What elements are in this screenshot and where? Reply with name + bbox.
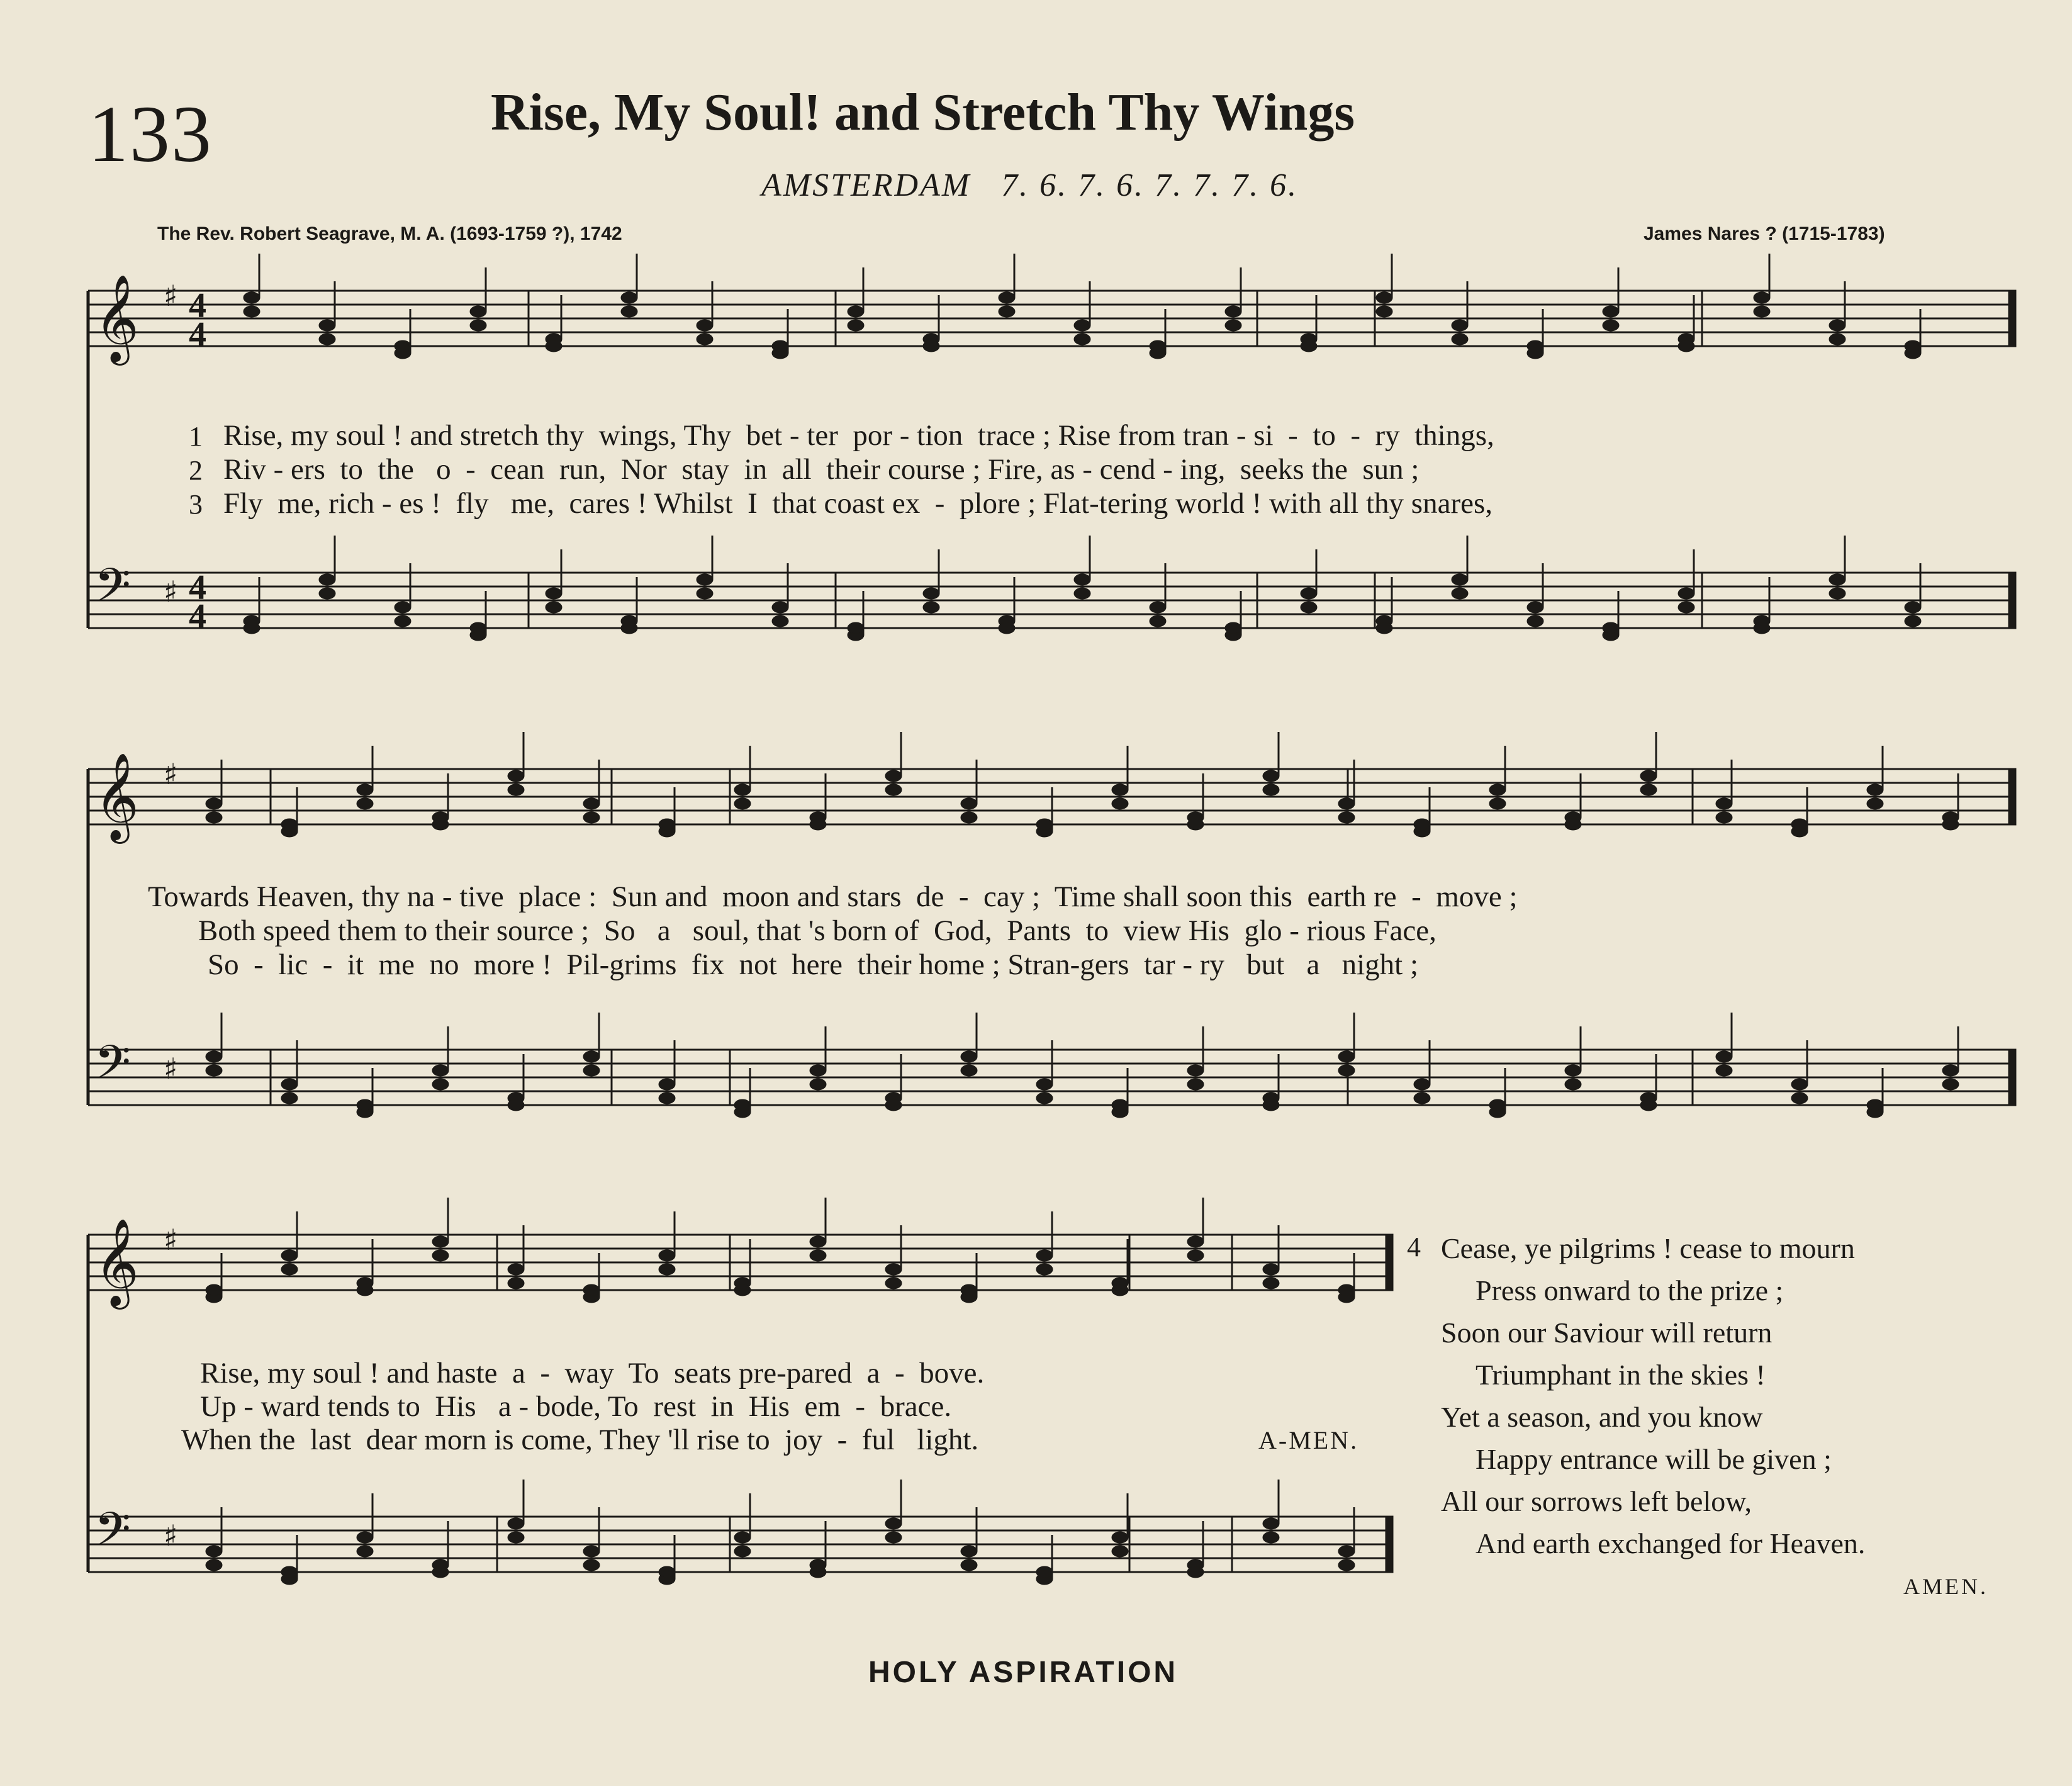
note-head: [810, 1065, 826, 1076]
note-head: [810, 1250, 826, 1261]
note-head: [1942, 1079, 1959, 1090]
note-head: [848, 622, 864, 634]
note-head: [508, 784, 524, 795]
verse-4-line-4: Triumphant in the skies !: [1476, 1359, 1766, 1391]
note-head: [1036, 1250, 1053, 1261]
note-head: [621, 622, 637, 634]
final-bar-line: [2009, 291, 2015, 346]
note-head: [319, 574, 335, 585]
note-head: [1338, 798, 1355, 809]
note-head: [1376, 306, 1392, 317]
note-head: [1414, 819, 1430, 830]
author-credit: The Rev. Robert Seagrave, M. A. (1693-1759 ?), 1742: [157, 223, 622, 244]
note-head: [470, 320, 486, 331]
note-head: [1112, 798, 1128, 809]
note-head: [1527, 340, 1543, 352]
verse-4-line-1: Cease, ye pilgrims ! cease to mourn: [1441, 1232, 1855, 1264]
note-head: [206, 1051, 222, 1062]
note-head: [432, 819, 449, 830]
hymn-number: 133: [88, 89, 213, 179]
note-head: [206, 1065, 222, 1076]
note-head: [1338, 1065, 1355, 1076]
note-head: [1112, 1099, 1128, 1111]
verse-2-number: 2: [189, 455, 203, 486]
note-head: [508, 770, 524, 782]
note-head: [395, 340, 411, 352]
note-head: [923, 602, 939, 613]
note-head: [1489, 784, 1506, 795]
note-head: [244, 622, 260, 634]
note-head: [1225, 306, 1241, 317]
note-head: [1452, 574, 1468, 585]
note-head: [734, 1284, 751, 1296]
note-head: [1716, 1065, 1732, 1076]
note-head: [508, 1532, 524, 1543]
treble-clef-icon: 𝄞: [94, 274, 139, 362]
note-head: [1187, 819, 1204, 830]
note-head: [1074, 588, 1090, 599]
note-head: [1301, 340, 1317, 352]
note-head: [281, 1250, 298, 1261]
verse-1-line-1: Rise, my soul ! and stretch thy wings, Thy bet - ter por - tion trace ; Rise from tran - si - to - ry things,: [223, 419, 1494, 452]
note-head: [1754, 306, 1770, 317]
note-head: [999, 622, 1015, 634]
note-head: [885, 1532, 902, 1543]
final-bar-line: [2009, 573, 2015, 628]
note-head: [281, 1092, 298, 1104]
note-head: [1074, 334, 1090, 345]
note-head: [281, 1264, 298, 1275]
verse-3-line-2: So - lic - it me no more ! Pil-grims fix not here their home ; Stran-gers tar - ry but a night ;: [208, 948, 1419, 981]
note-head: [1527, 615, 1543, 627]
note-head: [1263, 784, 1279, 795]
note-head: [1187, 1566, 1204, 1578]
note-head: [508, 1264, 524, 1275]
note-head: [810, 1079, 826, 1090]
note-head: [357, 784, 373, 795]
note-head: [1716, 1051, 1732, 1062]
note-head: [1942, 1065, 1959, 1076]
note-head: [1905, 615, 1921, 627]
verse-4-line-5: Yet a season, and you know: [1441, 1401, 1763, 1433]
note-head: [1452, 334, 1468, 345]
note-head: [508, 1278, 524, 1289]
note-head: [885, 1099, 902, 1111]
note-head: [659, 1092, 675, 1104]
note-head: [885, 784, 902, 795]
note-head: [1074, 320, 1090, 331]
note-head: [1716, 798, 1732, 809]
note-head: [1036, 1264, 1053, 1275]
note-head: [810, 1566, 826, 1578]
time-signature-digit: 4: [189, 315, 206, 354]
note-head: [1036, 1079, 1053, 1090]
note-head: [1942, 819, 1959, 830]
note-head: [432, 1079, 449, 1090]
note-head: [885, 1518, 902, 1529]
note-head: [1263, 1532, 1279, 1543]
note-head: [1150, 615, 1166, 627]
note-head: [1867, 784, 1883, 795]
note-head: [923, 588, 939, 599]
final-bar-line: [2009, 769, 2015, 824]
note-head: [206, 1559, 222, 1571]
verse-3-line-3: When the last dear morn is come, They 'll rise to joy - ful light.: [181, 1424, 979, 1456]
note-head: [1791, 1079, 1808, 1090]
final-bar-line: [1386, 1517, 1392, 1572]
composer-credit: James Nares ? (1715-1783): [1644, 223, 1885, 244]
note-head: [281, 1079, 298, 1090]
note-head: [1754, 292, 1770, 303]
note-head: [621, 292, 637, 303]
note-head: [357, 1546, 373, 1557]
note-head: [659, 1250, 675, 1261]
note-head: [1187, 1236, 1204, 1247]
note-head: [281, 819, 298, 830]
note-head: [659, 819, 675, 830]
note-head: [810, 1236, 826, 1247]
note-head: [1036, 1092, 1053, 1104]
note-head: [734, 798, 751, 809]
verse-4-number: 4: [1407, 1232, 1421, 1262]
note-head: [357, 1532, 373, 1543]
note-head: [1452, 320, 1468, 331]
key-signature-sharp-icon: ♯: [164, 575, 178, 609]
tune-name: AMSTERDAM: [761, 167, 972, 203]
note-head: [999, 306, 1015, 317]
verse-3-number: 3: [189, 489, 203, 520]
note-head: [772, 615, 788, 627]
treble-clef-icon: 𝄞: [94, 1218, 139, 1306]
note-head: [244, 292, 260, 303]
note-head: [508, 1518, 524, 1529]
note-head: [1225, 320, 1241, 331]
note-head: [1603, 306, 1619, 317]
note-head: [697, 574, 713, 585]
note-head: [1640, 784, 1657, 795]
note-head: [546, 588, 562, 599]
note-head: [961, 1546, 977, 1557]
note-head: [583, 1051, 600, 1062]
note-head: [1338, 1559, 1355, 1571]
note-head: [1263, 1264, 1279, 1275]
footer-caption: HOLY ASPIRATION: [868, 1656, 1179, 1689]
note-head: [206, 1546, 222, 1557]
note-head: [1565, 1079, 1581, 1090]
bass-clef-icon: 𝄢: [94, 558, 131, 624]
note-head: [1489, 798, 1506, 809]
note-head: [432, 1250, 449, 1261]
note-head: [659, 1264, 675, 1275]
note-head: [583, 798, 600, 809]
note-head: [546, 340, 562, 352]
note-head: [1829, 588, 1845, 599]
note-head: [1867, 798, 1883, 809]
note-head: [772, 602, 788, 613]
note-head: [1150, 340, 1166, 352]
bass-clef-icon: 𝄢: [94, 1502, 131, 1568]
note-head: [1301, 602, 1317, 613]
note-head: [319, 334, 335, 345]
note-head: [244, 306, 260, 317]
final-bar-line: [1386, 1235, 1392, 1290]
note-head: [470, 622, 486, 634]
note-head: [1187, 1065, 1204, 1076]
note-head: [923, 340, 939, 352]
note-head: [999, 292, 1015, 303]
note-head: [697, 588, 713, 599]
note-head: [734, 1546, 751, 1557]
note-head: [961, 798, 977, 809]
note-head: [1263, 1099, 1279, 1111]
note-head: [1301, 588, 1317, 599]
note-head: [357, 1099, 373, 1111]
hymn-title: Rise, My Soul! and Stretch Thy Wings: [491, 83, 1355, 142]
verse-4-line-2: Press onward to the prize ;: [1476, 1274, 1784, 1306]
note-head: [885, 770, 902, 782]
note-head: [395, 615, 411, 627]
note-head: [810, 819, 826, 830]
verse-1-number: 1: [189, 421, 203, 452]
verse-2-line-1: Riv - ers to the o - cean run, Nor stay in all their course ; Fire, as - cend - ing, seeks the sun ;: [223, 453, 1420, 486]
note-head: [1376, 622, 1392, 634]
note-head: [1414, 1092, 1430, 1104]
note-head: [1452, 588, 1468, 599]
note-head: [1112, 1532, 1128, 1543]
note-head: [1263, 770, 1279, 782]
note-head: [1829, 334, 1845, 345]
note-head: [508, 1099, 524, 1111]
verse-3-line-1: Fly me, rich - es ! fly me, cares ! Whilst I that coast ex - plore ; Flat-tering world ! with all thy snares,: [223, 487, 1493, 520]
note-head: [1716, 812, 1732, 823]
time-signature-digit: 4: [189, 286, 206, 325]
note-head: [848, 306, 864, 317]
verse-4-text: [1441, 1227, 1865, 1564]
note-head: [1565, 819, 1581, 830]
key-signature-sharp-icon: ♯: [164, 757, 178, 791]
note-head: [1187, 1250, 1204, 1261]
note-head: [1414, 1079, 1430, 1090]
note-head: [395, 602, 411, 613]
note-head: [546, 602, 562, 613]
time-signature-digit: 4: [189, 568, 206, 607]
note-head: [1565, 1065, 1581, 1076]
note-head: [1263, 1518, 1279, 1529]
note-head: [470, 306, 486, 317]
verse-2-line-3: Up - ward tends to His a - bode, To rest in His em - brace.: [200, 1390, 952, 1423]
note-head: [1036, 1566, 1053, 1578]
note-head: [1867, 1099, 1883, 1111]
note-head: [697, 320, 713, 331]
note-head: [1905, 602, 1921, 613]
note-head: [1905, 340, 1921, 352]
treble-clef-icon: 𝄞: [94, 753, 139, 840]
note-head: [1791, 819, 1808, 830]
note-head: [961, 1051, 977, 1062]
note-head: [1791, 1092, 1808, 1104]
note-head: [583, 1284, 600, 1296]
verse-4-line-3: Soon our Saviour will return: [1441, 1317, 1772, 1349]
note-head: [772, 340, 788, 352]
note-head: [1678, 602, 1694, 613]
note-head: [432, 1065, 449, 1076]
note-head: [1338, 812, 1355, 823]
note-head: [1074, 574, 1090, 585]
note-head: [734, 1099, 751, 1111]
note-head: [659, 1566, 675, 1578]
note-head: [961, 1065, 977, 1076]
note-head: [1263, 1278, 1279, 1289]
note-head: [281, 1566, 298, 1578]
key-signature-sharp-icon: ♯: [164, 1519, 178, 1553]
note-head: [1338, 1546, 1355, 1557]
note-head: [357, 798, 373, 809]
note-head: [734, 784, 751, 795]
key-signature-sharp-icon: ♯: [164, 1223, 178, 1257]
note-head: [206, 798, 222, 809]
note-head: [1678, 588, 1694, 599]
note-head: [1112, 1284, 1128, 1296]
verse-4-line-8: And earth exchanged for Heaven.: [1476, 1527, 1866, 1559]
key-signature-sharp-icon: ♯: [164, 279, 178, 313]
note-head: [1603, 320, 1619, 331]
note-head: [583, 812, 600, 823]
verse-4-line-7: All our sorrows left below,: [1441, 1485, 1752, 1517]
note-head: [583, 1546, 600, 1557]
note-head: [697, 334, 713, 345]
note-head: [885, 1264, 902, 1275]
key-signature-sharp-icon: ♯: [164, 1052, 178, 1086]
note-head: [1225, 622, 1241, 634]
note-head: [961, 812, 977, 823]
note-head: [583, 1065, 600, 1076]
note-head: [885, 1278, 902, 1289]
note-head: [961, 1284, 977, 1296]
note-head: [319, 320, 335, 331]
note-head: [206, 812, 222, 823]
note-head: [1829, 320, 1845, 331]
note-head: [432, 1236, 449, 1247]
note-head: [1338, 1051, 1355, 1062]
note-head: [1150, 602, 1166, 613]
time-signature-digit: 4: [189, 597, 206, 636]
note-head: [319, 588, 335, 599]
note-head: [583, 1559, 600, 1571]
note-head: [1036, 819, 1053, 830]
note-head: [1338, 1284, 1355, 1296]
note-head: [206, 1284, 222, 1296]
amen-final: AMEN.: [1903, 1574, 1988, 1599]
note-head: [1112, 784, 1128, 795]
final-bar-line: [2009, 1050, 2015, 1105]
note-head: [1829, 574, 1845, 585]
meter: 7. 6. 7. 6. 7. 7. 7. 6.: [1001, 167, 1299, 203]
verse-4-line-6: Happy entrance will be given ;: [1476, 1443, 1832, 1475]
verse-1-line-3: Rise, my soul ! and haste a - way To seats pre-pared a - bove.: [200, 1357, 985, 1390]
note-head: [734, 1532, 751, 1543]
verse-2-line-2: Both speed them to their source ; So a soul, that 's born of God, Pants to view His glo - rious Face,: [198, 914, 1436, 947]
note-head: [1640, 1099, 1657, 1111]
note-head: [1678, 340, 1694, 352]
note-head: [357, 1284, 373, 1296]
bass-clef-icon: 𝄢: [94, 1035, 131, 1101]
note-head: [1187, 1079, 1204, 1090]
note-head: [1527, 602, 1543, 613]
note-head: [1112, 1546, 1128, 1557]
note-head: [1376, 292, 1392, 303]
note-head: [1754, 622, 1770, 634]
note-head: [659, 1079, 675, 1090]
note-head: [1603, 622, 1619, 634]
note-head: [432, 1566, 449, 1578]
note-head: [1489, 1099, 1506, 1111]
amen-inline: A-MEN.: [1258, 1426, 1359, 1454]
note-head: [848, 320, 864, 331]
note-head: [1640, 770, 1657, 782]
verse-1-line-2: Towards Heaven, thy na - tive place : Sun and moon and stars de - cay ; Time shall soon this earth re - move ;: [148, 880, 1518, 913]
note-head: [961, 1559, 977, 1571]
note-head: [621, 306, 637, 317]
